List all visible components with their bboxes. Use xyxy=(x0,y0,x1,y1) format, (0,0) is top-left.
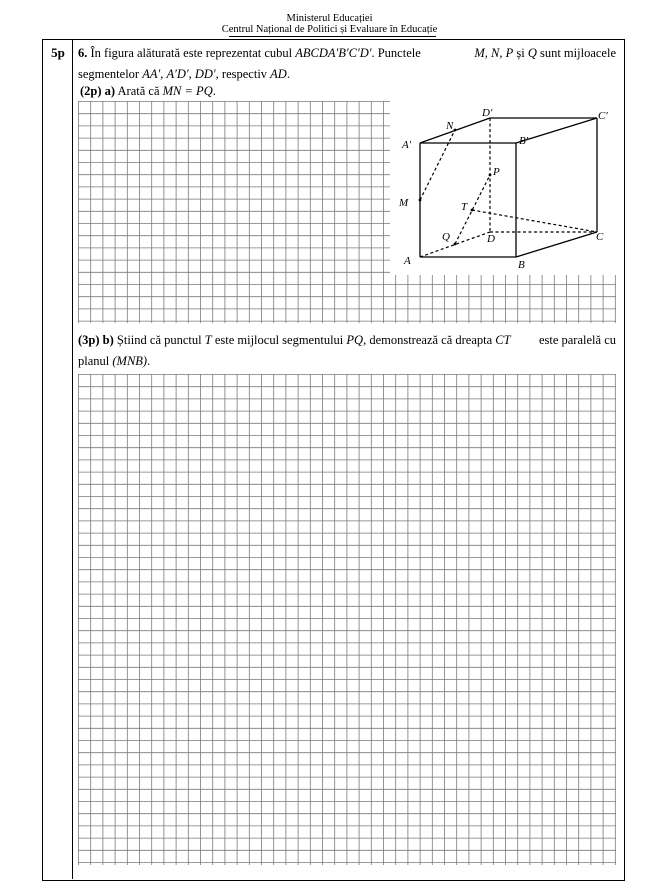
part-b-statement-line1: (3p) b) Știind că punctul T este mijlocul segmentului PQ, demonstrează că dreapta CT este paralelă cu xyxy=(78,333,616,347)
label-b1: B′ xyxy=(519,135,529,147)
answer-grid-b[interactable] xyxy=(78,374,616,865)
problem-number: 6. xyxy=(78,46,88,60)
header-ministry: Ministerul Educației xyxy=(286,13,373,24)
cube-name: ABCDA′B′C′D′ xyxy=(295,46,372,60)
points-badge: 5p xyxy=(51,45,65,60)
label-c1: C′ xyxy=(598,110,608,122)
problem-statement-line1: 6. În figura alăturată este reprezentat cubul ABCDA′B′C′D′. Punctele M, N, P și Q sunt mijloacele xyxy=(78,46,616,60)
problem-statement-line2: segmentelor AA′, A′D′, DD′, respectiv AD. xyxy=(78,67,290,81)
points-column-divider xyxy=(72,39,73,879)
part-b-statement-line2: planul (MNB). xyxy=(78,354,151,368)
label-t: T xyxy=(461,201,468,213)
label-m: M xyxy=(399,197,409,209)
header-underline xyxy=(229,36,436,37)
label-d: D xyxy=(487,233,495,245)
edge-bc xyxy=(516,232,597,257)
label-n: N xyxy=(446,120,454,132)
label-q: Q xyxy=(442,231,450,243)
label-p: P xyxy=(493,166,500,178)
label-c: C xyxy=(596,231,604,243)
page-header xyxy=(0,13,659,35)
header-center: Centrul Național de Politici și Evaluare în Educație xyxy=(221,24,438,35)
label-a1: A′ xyxy=(402,139,412,151)
label-a: A xyxy=(404,255,411,267)
part-a-statement: (2p) a) Arată că MN = PQ. xyxy=(80,84,216,98)
edge-b1c1 xyxy=(516,118,597,143)
label-b: B xyxy=(518,259,525,271)
label-d1: D′ xyxy=(482,107,493,119)
segment-tc xyxy=(472,210,597,232)
cube-figure xyxy=(390,100,620,275)
